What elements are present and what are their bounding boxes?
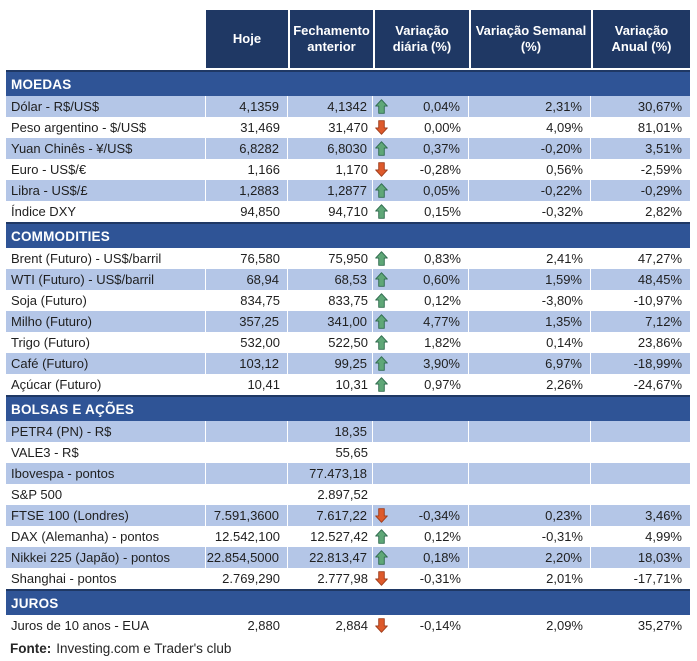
previous-close-value: 2,884 bbox=[335, 618, 368, 633]
daily-change-cell bbox=[373, 332, 469, 353]
annual-change-value: 30,67% bbox=[637, 99, 682, 114]
down-arrow-icon bbox=[375, 120, 390, 135]
previous-close-value: 1,170 bbox=[335, 162, 368, 177]
table-row bbox=[6, 269, 690, 290]
weekly-change-value: 4,09% bbox=[546, 120, 583, 135]
section-header-commodities: COMMODITIES bbox=[6, 222, 690, 248]
instrument-label: WTI (Futuro) - US$/barril bbox=[6, 269, 206, 290]
weekly-change-value: 6,97% bbox=[469, 353, 591, 374]
source-label: Fonte: bbox=[10, 640, 52, 656]
annual-change-value: 81,01% bbox=[637, 120, 682, 135]
daily-change-value: 0,18% bbox=[423, 550, 460, 565]
instrument-label: Dólar - R$/US$ bbox=[6, 96, 206, 117]
table-row bbox=[6, 374, 690, 395]
down-arrow-icon bbox=[375, 571, 390, 586]
today-value: 12.542,100 bbox=[214, 529, 280, 544]
today-value: 532,00 bbox=[240, 335, 280, 350]
daily-change-cell bbox=[373, 547, 469, 568]
daily-change-value: 1,82% bbox=[424, 335, 461, 350]
today-value: 2.769,290 bbox=[222, 571, 280, 586]
daily-change-value: 0,12% bbox=[424, 529, 461, 544]
col-header-variacao-anual: Variação Anual (%) bbox=[591, 10, 690, 68]
daily-change-cell bbox=[373, 117, 469, 138]
table-row bbox=[6, 463, 690, 484]
col-header-fechamento: Fechamento anterior bbox=[288, 10, 373, 68]
table-row bbox=[6, 353, 690, 374]
daily-change-value: 0,97% bbox=[424, 377, 461, 392]
previous-close-value: 522,50 bbox=[328, 335, 368, 350]
instrument-label: Café (Futuro) bbox=[6, 353, 206, 374]
previous-close-value: 1,2877 bbox=[288, 180, 373, 201]
instrument-label: VALE3 - R$ bbox=[11, 445, 79, 460]
annual-change-value: -2,59% bbox=[640, 162, 682, 177]
daily-change-value: 0,12% bbox=[424, 293, 461, 308]
annual-change-value: -10,97% bbox=[633, 293, 682, 308]
table-row bbox=[6, 442, 690, 463]
annual-change-value: -17,71% bbox=[633, 571, 682, 586]
today-value: 68,94 bbox=[206, 269, 288, 290]
weekly-change-value: 1,59% bbox=[469, 269, 591, 290]
table-row bbox=[6, 421, 690, 442]
annual-change-value: 7,12% bbox=[645, 314, 682, 329]
instrument-label: DAX (Alemanha) - pontos bbox=[11, 529, 160, 544]
instrument-label: Juros de 10 anos - EUA bbox=[11, 618, 150, 633]
corner-spacer bbox=[6, 10, 206, 68]
annual-change-value: 4,99% bbox=[645, 529, 682, 544]
table-row bbox=[6, 96, 690, 117]
daily-change-cell bbox=[373, 615, 469, 636]
daily-change-value: 0,37% bbox=[423, 141, 460, 156]
up-arrow-icon bbox=[375, 183, 390, 198]
table-row bbox=[6, 526, 690, 547]
previous-close-value: 55,65 bbox=[335, 445, 368, 460]
annual-change-value: 18,03% bbox=[637, 550, 682, 565]
today-value: 1,166 bbox=[247, 162, 280, 177]
daily-change-cell bbox=[373, 159, 469, 180]
instrument-label: PETR4 (PN) - R$ bbox=[6, 421, 206, 442]
table-row bbox=[6, 290, 690, 311]
daily-change-value: -0,28% bbox=[419, 162, 461, 177]
previous-close-value: 2.897,52 bbox=[317, 487, 368, 502]
annual-change-value bbox=[591, 484, 690, 505]
daily-change-cell bbox=[373, 311, 469, 332]
daily-change-cell bbox=[373, 353, 469, 374]
weekly-change-value bbox=[469, 442, 591, 463]
table-row bbox=[6, 505, 690, 526]
table-row bbox=[6, 117, 690, 138]
previous-close-value: 12.527,42 bbox=[310, 529, 368, 544]
annual-change-value bbox=[591, 421, 690, 442]
instrument-label: Índice DXY bbox=[11, 204, 77, 219]
table-row bbox=[6, 332, 690, 353]
instrument-label: Soja (Futuro) bbox=[11, 293, 87, 308]
daily-change-value: 0,60% bbox=[423, 272, 460, 287]
daily-change-value: 0,83% bbox=[424, 251, 461, 266]
instrument-label: Libra - US$/£ bbox=[6, 180, 206, 201]
previous-close-value: 99,25 bbox=[288, 353, 373, 374]
table-row bbox=[6, 311, 690, 332]
instrument-label: Trigo (Futuro) bbox=[11, 335, 90, 350]
up-arrow-icon bbox=[375, 141, 390, 156]
daily-change-value: 0,05% bbox=[423, 183, 460, 198]
instrument-label: Peso argentino - $/US$ bbox=[11, 120, 147, 135]
previous-close-value: 68,53 bbox=[288, 269, 373, 290]
daily-change-cell bbox=[373, 138, 469, 159]
up-arrow-icon bbox=[375, 335, 390, 350]
annual-change-value: 2,82% bbox=[645, 204, 682, 219]
daily-change-cell bbox=[373, 248, 469, 269]
today-value: 94,850 bbox=[240, 204, 280, 219]
instrument-label: Açúcar (Futuro) bbox=[11, 377, 102, 392]
up-arrow-icon bbox=[375, 550, 390, 565]
previous-close-value: 75,950 bbox=[328, 251, 368, 266]
previous-close-value: 341,00 bbox=[288, 311, 373, 332]
previous-close-value: 6,8030 bbox=[288, 138, 373, 159]
weekly-change-value: 2,01% bbox=[546, 571, 583, 586]
daily-change-cell bbox=[373, 201, 469, 222]
instrument-label: Ibovespa - pontos bbox=[6, 463, 206, 484]
annual-change-value bbox=[591, 463, 690, 484]
instrument-label: Yuan Chinês - ¥/US$ bbox=[6, 138, 206, 159]
table-body bbox=[6, 70, 690, 636]
weekly-change-value: 2,31% bbox=[469, 96, 591, 117]
daily-change-cell bbox=[373, 290, 469, 311]
instrument-label: Euro - US$/€ bbox=[11, 162, 87, 177]
today-value: 76,580 bbox=[240, 251, 280, 266]
daily-change-value: -0,14% bbox=[419, 618, 461, 633]
weekly-change-value: 2,20% bbox=[469, 547, 591, 568]
down-arrow-icon bbox=[375, 618, 390, 633]
daily-change-value: -0,31% bbox=[419, 571, 461, 586]
up-arrow-icon bbox=[375, 356, 390, 371]
weekly-change-value bbox=[469, 463, 591, 484]
today-value: 1,2883 bbox=[206, 180, 288, 201]
down-arrow-icon bbox=[375, 508, 390, 523]
section-header-bolsas-e-a-es: BOLSAS E AÇÕES bbox=[6, 395, 690, 421]
instrument-label: Nikkei 225 (Japão) - pontos bbox=[6, 547, 206, 568]
today-value: 103,12 bbox=[206, 353, 288, 374]
annual-change-value: 23,86% bbox=[637, 335, 682, 350]
today-value bbox=[206, 442, 288, 463]
today-value bbox=[206, 484, 288, 505]
weekly-change-value: 0,14% bbox=[546, 335, 583, 350]
weekly-change-value: 1,35% bbox=[469, 311, 591, 332]
daily-change-cell bbox=[373, 96, 469, 117]
col-header-hoje: Hoje bbox=[206, 10, 288, 68]
up-arrow-icon bbox=[375, 377, 390, 392]
weekly-change-value: 2,26% bbox=[546, 377, 583, 392]
up-arrow-icon bbox=[375, 251, 390, 266]
weekly-change-value: 2,09% bbox=[546, 618, 583, 633]
daily-change-cell bbox=[373, 421, 469, 442]
daily-change-value: 0,04% bbox=[423, 99, 460, 114]
daily-change-cell bbox=[373, 374, 469, 395]
weekly-change-value: -0,22% bbox=[469, 180, 591, 201]
weekly-change-value: 0,23% bbox=[469, 505, 591, 526]
table-row bbox=[6, 248, 690, 269]
previous-close-value: 22.813,47 bbox=[288, 547, 373, 568]
table-row bbox=[6, 180, 690, 201]
today-value: 22.854,5000 bbox=[206, 547, 288, 568]
weekly-change-value: -3,80% bbox=[541, 293, 583, 308]
table-row bbox=[6, 159, 690, 180]
daily-change-value: -0,34% bbox=[418, 508, 460, 523]
weekly-change-value: -0,31% bbox=[541, 529, 583, 544]
up-arrow-icon bbox=[375, 99, 390, 114]
today-value bbox=[206, 421, 288, 442]
down-arrow-icon bbox=[375, 162, 390, 177]
instrument-label: Shanghai - pontos bbox=[11, 571, 117, 586]
previous-close-value: 31,470 bbox=[328, 120, 368, 135]
daily-change-cell bbox=[373, 484, 469, 505]
today-value: 834,75 bbox=[240, 293, 280, 308]
daily-change-cell bbox=[373, 269, 469, 290]
previous-close-value: 7.617,22 bbox=[288, 505, 373, 526]
daily-change-value: 0,00% bbox=[424, 120, 461, 135]
daily-change-cell bbox=[373, 568, 469, 589]
weekly-change-value: -0,32% bbox=[541, 204, 583, 219]
up-arrow-icon bbox=[375, 272, 390, 287]
annual-change-value: 48,45% bbox=[637, 272, 682, 287]
daily-change-cell bbox=[373, 505, 469, 526]
annual-change-value: -18,99% bbox=[633, 356, 682, 371]
today-value: 357,25 bbox=[206, 311, 288, 332]
weekly-change-value: 2,41% bbox=[546, 251, 583, 266]
up-arrow-icon bbox=[375, 314, 390, 329]
today-value: 4,1359 bbox=[206, 96, 288, 117]
instrument-label: Milho (Futuro) bbox=[6, 311, 206, 332]
daily-change-value: 4,77% bbox=[423, 314, 460, 329]
weekly-change-value: 0,56% bbox=[546, 162, 583, 177]
table-row bbox=[6, 201, 690, 222]
up-arrow-icon bbox=[375, 204, 390, 219]
today-value: 2,880 bbox=[247, 618, 280, 633]
daily-change-cell bbox=[373, 180, 469, 201]
daily-change-value: 0,15% bbox=[424, 204, 461, 219]
annual-change-value: 3,46% bbox=[645, 508, 682, 523]
table-row bbox=[6, 547, 690, 568]
previous-close-value: 10,31 bbox=[335, 377, 368, 392]
today-value bbox=[206, 463, 288, 484]
section-header-moedas: MOEDAS bbox=[6, 70, 690, 96]
table-row bbox=[6, 615, 690, 636]
annual-change-value: -24,67% bbox=[633, 377, 682, 392]
table-row bbox=[6, 568, 690, 589]
annual-change-value bbox=[591, 442, 690, 463]
annual-change-value: -0,29% bbox=[640, 183, 682, 198]
instrument-label: S&P 500 bbox=[11, 487, 63, 502]
previous-close-value: 77.473,18 bbox=[288, 463, 373, 484]
col-header-variacao-diaria: Variação diária (%) bbox=[373, 10, 469, 68]
previous-close-value: 2.777,98 bbox=[317, 571, 368, 586]
annual-change-value: 35,27% bbox=[637, 618, 682, 633]
previous-close-value: 94,710 bbox=[328, 204, 368, 219]
instrument-label: Brent (Futuro) - US$/barril bbox=[11, 251, 162, 266]
col-header-variacao-semanal: Variação Semanal (%) bbox=[469, 10, 591, 68]
up-arrow-icon bbox=[375, 293, 390, 308]
previous-close-value: 833,75 bbox=[328, 293, 368, 308]
source-note bbox=[6, 636, 690, 660]
section-header-juros: JUROS bbox=[6, 589, 690, 615]
table-row bbox=[6, 138, 690, 159]
weekly-change-value bbox=[469, 421, 591, 442]
daily-change-cell bbox=[373, 463, 469, 484]
weekly-change-value: -0,20% bbox=[469, 138, 591, 159]
column-header-row bbox=[6, 10, 690, 68]
daily-change-cell bbox=[373, 526, 469, 547]
today-value: 10,41 bbox=[247, 377, 280, 392]
today-value: 7.591,3600 bbox=[206, 505, 288, 526]
previous-close-value: 18,35 bbox=[288, 421, 373, 442]
today-value: 6,8282 bbox=[206, 138, 288, 159]
daily-change-value: 3,90% bbox=[423, 356, 460, 371]
up-arrow-icon bbox=[375, 529, 390, 544]
annual-change-value: 47,27% bbox=[637, 251, 682, 266]
table-row bbox=[6, 484, 690, 505]
previous-close-value: 4,1342 bbox=[288, 96, 373, 117]
source-text: Investing.com e Trader's club bbox=[56, 640, 232, 656]
weekly-change-value bbox=[469, 484, 591, 505]
daily-change-cell bbox=[373, 442, 469, 463]
instrument-label: FTSE 100 (Londres) bbox=[6, 505, 206, 526]
today-value: 31,469 bbox=[240, 120, 280, 135]
annual-change-value: 3,51% bbox=[645, 141, 682, 156]
